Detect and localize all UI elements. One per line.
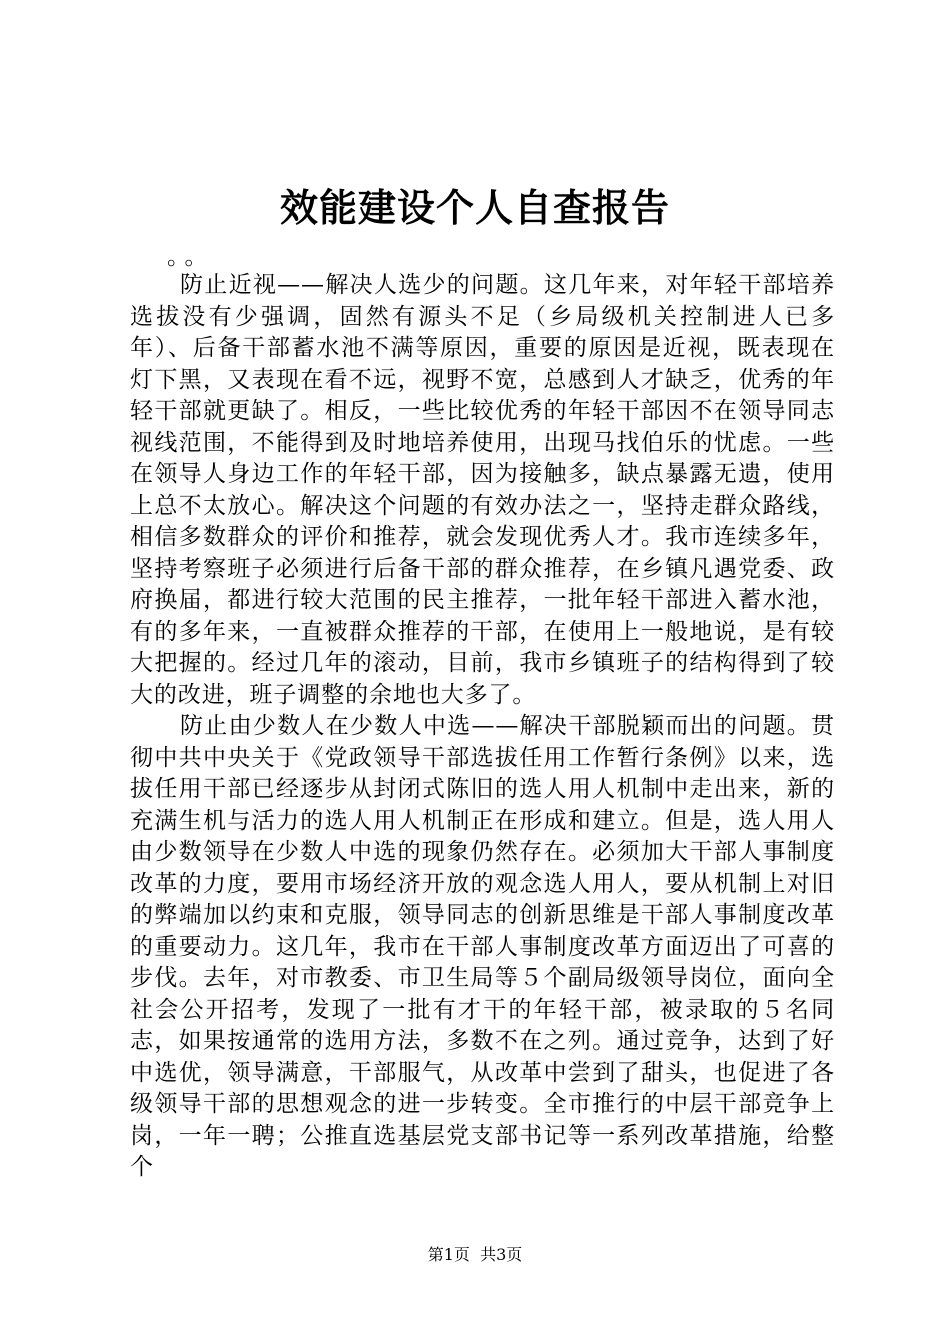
footer-gap xyxy=(470,1245,480,1264)
paragraph-2: 防止由少数人在少数人中选——解决干部脱颖而出的问题。贯彻中共中央关于《党政领导干部选拔任用工作暂行条例》以来，选拔任用干部已经逐步从封闭式陈旧的选人用人机制中走出来，新的充满生机与活力的选人用人机制正在形成和建立。但是，选人用人由少数领导在少数人中选的现象仍然存在。必须加大干部人事制度改革的力度，要用市场经济开放的观念选人用人，要从机制上对旧的弊端加以约束和克服，领导同志的创新思维是干部人事制度改革的重要动力。这几年，我市在干部人事制度改革方面迈出了可喜的步伐。去年，对市教委、市卫生局等５个副局级领导岗位，面向全社会公开招考，发现了一批有才干的年轻干部，被录取的５名同志，如果按通常的选用方法，多数不在之列。通过竞争，达到了好中选优，领导满意，干部服气，从改革中尝到了甜头，也促进了各级领导干部的思想观念的进一步转变。全市推行的中层干部竞争上岗，一年一聘；公推直选基层党支部书记等一系列改革措施，给整个 xyxy=(130,713,835,1180)
leading-marks: 。。 xyxy=(167,244,214,270)
page-footer xyxy=(0,1244,950,1266)
document-title: 效能建设个人自查报告 xyxy=(279,185,670,230)
page-total: 共3页 xyxy=(480,1245,523,1264)
paragraph-1: 防止近视——解决人选少的问题。这几年来，对年轻干部培养选拔没有少强调，固然有源头不足（乡局级机关控制进人已多年）、后备干部蓄水池不满等原因，重要的原因是近视，既表现在灯下黑，又表现在看不远，视野不宽，总感到人才缺乏，优秀的年轻干部就更缺了。相反，一些比较优秀的年轻干部因不在领导同志视线范围，不能得到及时地培养使用，出现马找伯乐的忧虑。一些在领导人身边工作的年轻干部，因为接触多，缺点暴露无遗，使用上总不太放心。解决这个问题的有效办法之一，坚持走群众路线，相信多数群众的评价和推荐，就会发现优秀人才。我市连续多年，坚持考察班子必须进行后备干部的群众推荐，在乡镇凡遇党委、政府换届，都进行较大范围的民主推荐，一批年轻干部进入蓄水池，有的多年来，一直被群众推荐的干部，在使用上一般地说，是有较大把握的。经过几年的滚动，目前，我市乡镇班子的结构得到了较大的改进，班子调整的余地也大多了。 xyxy=(130,272,835,708)
document-body xyxy=(130,240,835,1184)
page-number: 第1页 xyxy=(427,1245,470,1264)
